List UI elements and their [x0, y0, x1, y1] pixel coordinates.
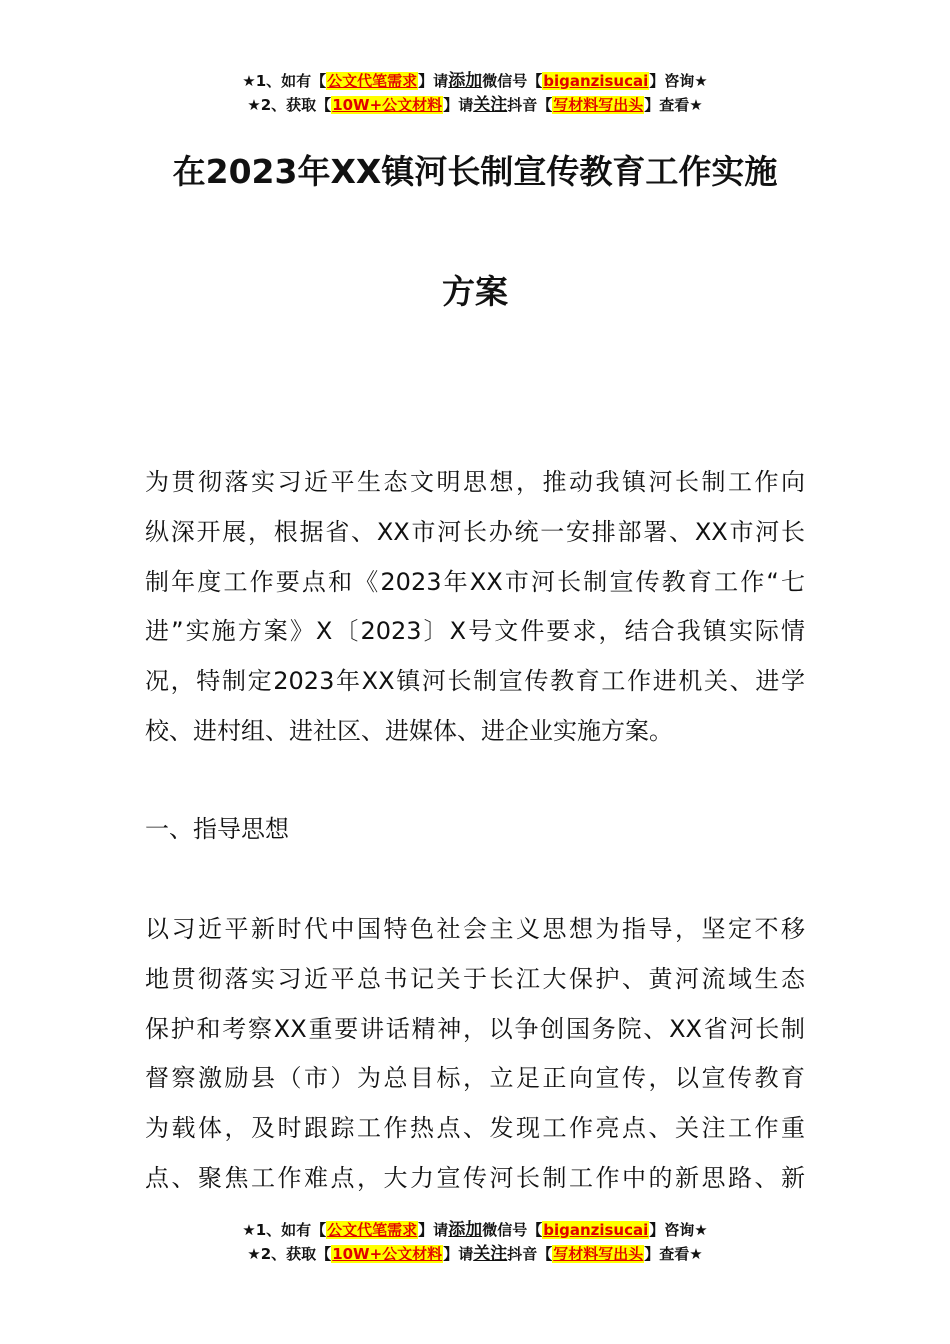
banner-underline: 关注 — [473, 95, 508, 115]
banner-highlight: biganzisucai — [543, 72, 649, 90]
banner-line-2 — [0, 93, 950, 117]
document-title-line-2: 方案 — [442, 272, 508, 311]
banner-line-1 — [0, 1218, 950, 1242]
text-line: 为载体，及时跟踪工作热点、发现工作亮点、关注工作重 — [145, 1114, 805, 1143]
banner-text: 抖音【 — [507, 1245, 553, 1263]
banner-line-2 — [0, 1242, 950, 1266]
document-title-line-1: 在2023年XX镇河长制宣传教育工作实施 — [172, 152, 778, 191]
banner-text: 】请 — [418, 1221, 449, 1239]
header-banner — [0, 69, 950, 117]
banner-text: 微信号【 — [482, 72, 543, 90]
banner-highlight: biganzisucai — [543, 1221, 649, 1239]
banner-highlight: 10W+公文材料 — [332, 96, 443, 114]
text-line: 保护和考察XX重要讲话精神，以争创国务院、XX省河长制 — [145, 1014, 805, 1043]
banner-text: 】咨询★ — [649, 1221, 708, 1239]
banner-text: 】请 — [443, 96, 474, 114]
paragraph-guiding-ideology — [145, 905, 805, 1204]
banner-text: 】查看★ — [644, 1245, 703, 1263]
text-line: 督察激励县（市）为总目标，立足正向宣传，以宣传教育 — [145, 1064, 805, 1093]
paragraph-intro — [145, 458, 805, 757]
text-line: 地贯彻落实习近平总书记关于长江大保护、黄河流域生态 — [145, 964, 805, 993]
banner-line-1 — [0, 69, 950, 93]
banner-highlight: 10W+公文材料 — [332, 1245, 443, 1263]
section-heading — [145, 805, 805, 855]
text-line: 况，特制定2023年XX镇河长制宣传教育工作进机关、进学 — [145, 667, 805, 696]
banner-underline: 关注 — [473, 1244, 508, 1264]
text-line: 以习近平新时代中国特色社会主义思想为指导，坚定不移 — [145, 915, 805, 943]
text-line: 进”实施方案》X〔2023〕X号文件要求，结合我镇实际情 — [145, 617, 805, 646]
banner-text: 】咨询★ — [649, 72, 708, 90]
heading-text: 一、指导思想 — [145, 815, 289, 843]
banner-highlight: 公文代笔需求 — [327, 72, 418, 90]
banner-highlight: 公文代笔需求 — [327, 1221, 418, 1239]
text-line: 制年度工作要点和《2023年XX市河长制宣传教育工作“七 — [145, 567, 805, 596]
banner-highlight: 写材料写出头 — [553, 1245, 644, 1263]
banner-text: ★1、如有【 — [242, 72, 327, 90]
banner-text: 】请 — [443, 1245, 474, 1263]
footer-banner — [0, 1218, 950, 1266]
banner-underline: 添加 — [448, 71, 483, 91]
text-line: 为贯彻落实习近平生态文明思想，推动我镇河长制工作向 — [145, 468, 805, 496]
banner-text: ★1、如有【 — [242, 1221, 327, 1239]
banner-underline: 添加 — [448, 1220, 483, 1240]
banner-text: ★2、获取【 — [247, 96, 332, 114]
banner-text: 微信号【 — [482, 1221, 543, 1239]
text-line: 纵深开展，根据省、XX市河长办统一安排部署、XX市河长 — [145, 517, 805, 546]
banner-text: ★2、获取【 — [247, 1245, 332, 1263]
banner-highlight: 写材料写出头 — [553, 96, 644, 114]
banner-text: 抖音【 — [507, 96, 553, 114]
text-line: 点、聚焦工作难点，大力宣传河长制工作中的新思路、新 — [145, 1163, 805, 1192]
text-line: 校、进村组、进社区、进媒体、进企业实施方案。 — [145, 716, 673, 745]
banner-text: 】请 — [418, 72, 449, 90]
banner-text: 】查看★ — [644, 96, 703, 114]
